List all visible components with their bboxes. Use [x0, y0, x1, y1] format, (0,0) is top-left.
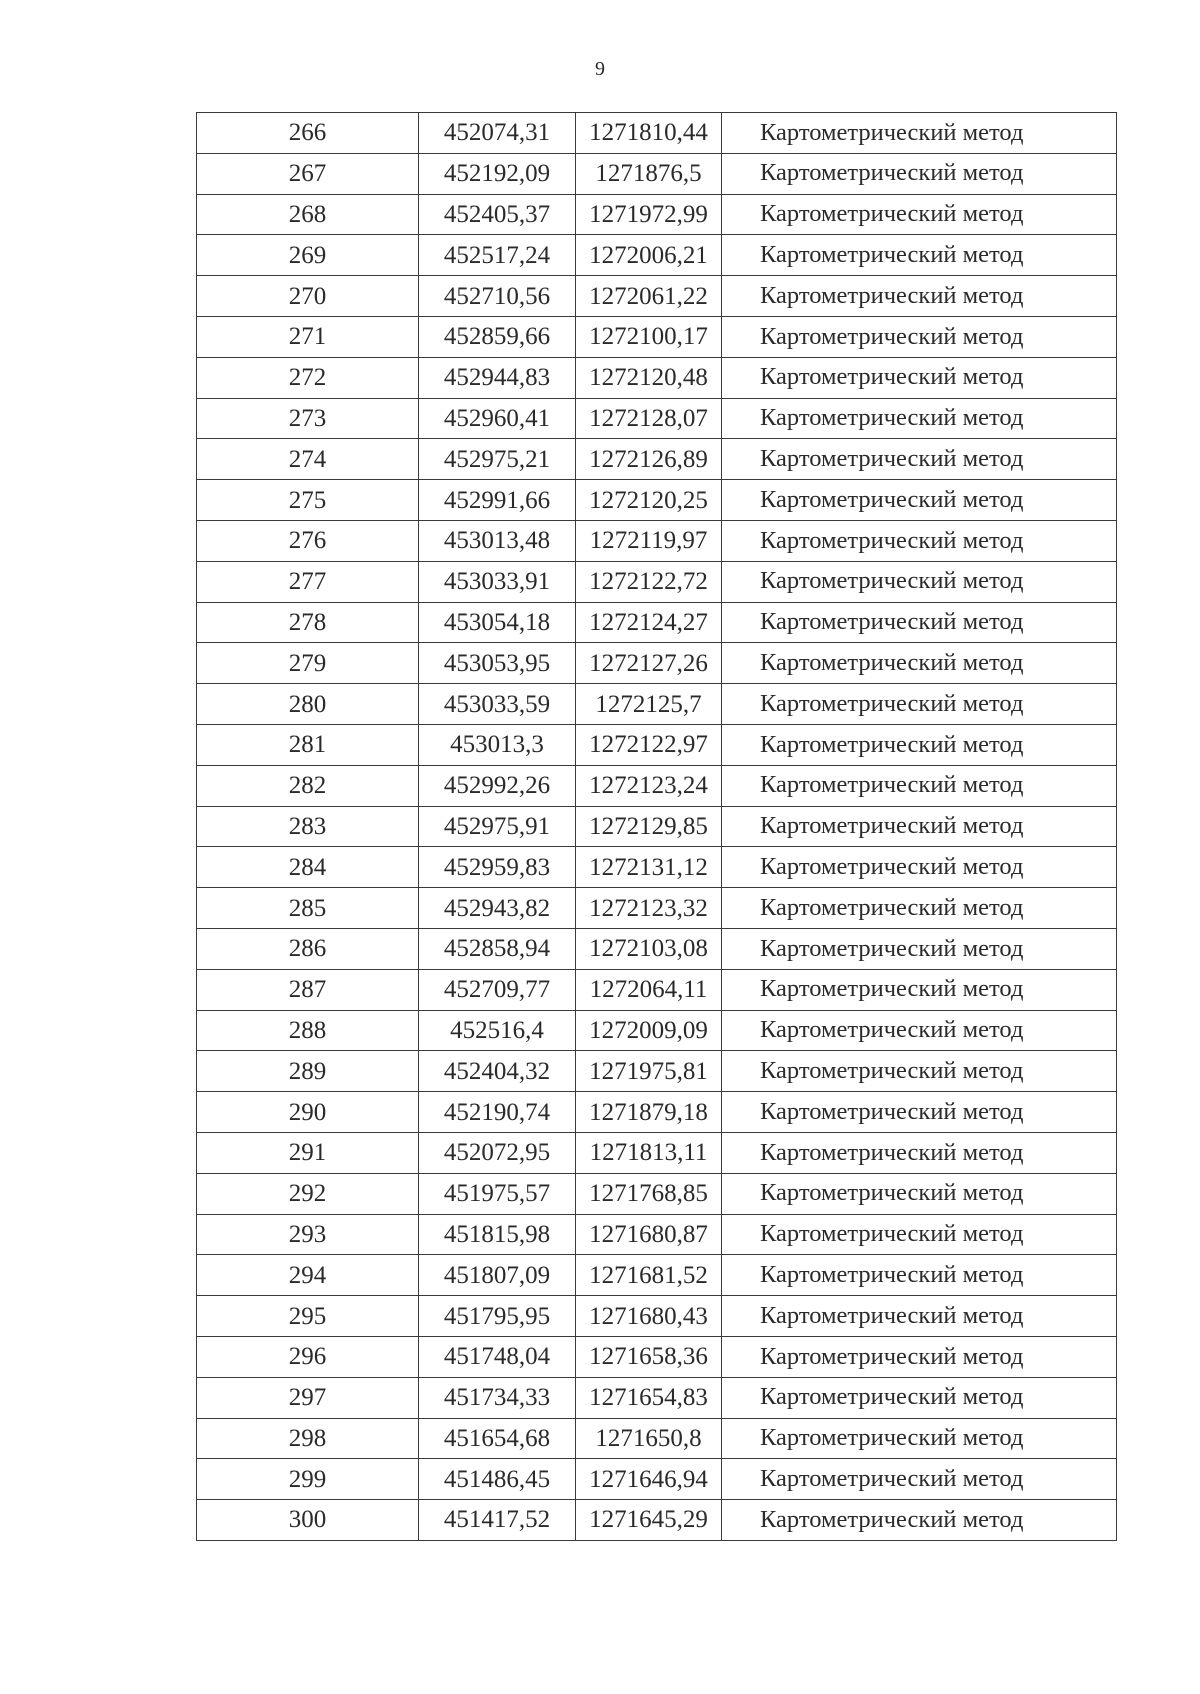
method-cell: Картометрический метод: [722, 153, 1117, 194]
x-coordinate-cell: 451795,95: [419, 1296, 576, 1337]
point-number-cell: 293: [197, 1214, 419, 1255]
y-coordinate-cell: 1272120,25: [576, 480, 722, 521]
method-cell: Картометрический метод: [722, 1214, 1117, 1255]
x-coordinate-cell: 452710,56: [419, 276, 576, 317]
y-coordinate-cell: 1272127,26: [576, 643, 722, 684]
point-number-cell: 284: [197, 847, 419, 888]
x-coordinate-cell: 453053,95: [419, 643, 576, 684]
point-number-cell: 296: [197, 1336, 419, 1377]
method-cell: Картометрический метод: [722, 357, 1117, 398]
table-row: [197, 928, 1117, 969]
point-number-cell: 290: [197, 1092, 419, 1133]
y-coordinate-cell: 1272123,32: [576, 888, 722, 929]
method-cell: Картометрический метод: [722, 1132, 1117, 1173]
x-coordinate-cell: 452516,4: [419, 1010, 576, 1051]
point-number-cell: 270: [197, 276, 419, 317]
point-number-cell: 279: [197, 643, 419, 684]
y-coordinate-cell: 1272126,89: [576, 439, 722, 480]
method-cell: Картометрический метод: [722, 1173, 1117, 1214]
x-coordinate-cell: 452975,21: [419, 439, 576, 480]
y-coordinate-cell: 1272061,22: [576, 276, 722, 317]
x-coordinate-cell: 452944,83: [419, 357, 576, 398]
y-coordinate-cell: 1272128,07: [576, 398, 722, 439]
method-cell: Картометрический метод: [722, 113, 1117, 154]
method-cell: Картометрический метод: [722, 1377, 1117, 1418]
point-number-cell: 283: [197, 806, 419, 847]
x-coordinate-cell: 453054,18: [419, 602, 576, 643]
point-number-cell: 298: [197, 1418, 419, 1459]
y-coordinate-cell: 1272124,27: [576, 602, 722, 643]
y-coordinate-cell: 1272119,97: [576, 520, 722, 561]
method-cell: Картометрический метод: [722, 1092, 1117, 1133]
table-row: [197, 235, 1117, 276]
x-coordinate-cell: 451815,98: [419, 1214, 576, 1255]
x-coordinate-cell: 452992,26: [419, 765, 576, 806]
x-coordinate-cell: 452991,66: [419, 480, 576, 521]
table-row: [197, 194, 1117, 235]
point-number-cell: 282: [197, 765, 419, 806]
method-cell: Картометрический метод: [722, 561, 1117, 602]
table-row: [197, 1010, 1117, 1051]
table-row: [197, 888, 1117, 929]
method-cell: Картометрический метод: [722, 194, 1117, 235]
method-cell: Картометрический метод: [722, 1255, 1117, 1296]
table-row: [197, 357, 1117, 398]
method-cell: Картометрический метод: [722, 1500, 1117, 1541]
coordinates-table: [196, 112, 1117, 1541]
table-row: [197, 684, 1117, 725]
y-coordinate-cell: 1271972,99: [576, 194, 722, 235]
point-number-cell: 268: [197, 194, 419, 235]
method-cell: Картометрический метод: [722, 928, 1117, 969]
y-coordinate-cell: 1271681,52: [576, 1255, 722, 1296]
table-row: [197, 1173, 1117, 1214]
method-cell: Картометрический метод: [722, 643, 1117, 684]
point-number-cell: 277: [197, 561, 419, 602]
table-row: [197, 1459, 1117, 1500]
point-number-cell: 280: [197, 684, 419, 725]
table-row: [197, 806, 1117, 847]
table-row: [197, 847, 1117, 888]
x-coordinate-cell: 451748,04: [419, 1336, 576, 1377]
x-coordinate-cell: 452517,24: [419, 235, 576, 276]
y-coordinate-cell: 1271658,36: [576, 1336, 722, 1377]
point-number-cell: 267: [197, 153, 419, 194]
method-cell: Картометрический метод: [722, 806, 1117, 847]
method-cell: Картометрический метод: [722, 480, 1117, 521]
x-coordinate-cell: 453013,48: [419, 520, 576, 561]
point-number-cell: 288: [197, 1010, 419, 1051]
x-coordinate-cell: 451654,68: [419, 1418, 576, 1459]
x-coordinate-cell: 452190,74: [419, 1092, 576, 1133]
x-coordinate-cell: 453013,3: [419, 724, 576, 765]
y-coordinate-cell: 1271975,81: [576, 1051, 722, 1092]
x-coordinate-cell: 452192,09: [419, 153, 576, 194]
point-number-cell: 276: [197, 520, 419, 561]
table-row: [197, 1418, 1117, 1459]
x-coordinate-cell: 452072,95: [419, 1132, 576, 1173]
table-row: [197, 1296, 1117, 1337]
y-coordinate-cell: 1271654,83: [576, 1377, 722, 1418]
method-cell: Картометрический метод: [722, 969, 1117, 1010]
table-row: [197, 153, 1117, 194]
method-cell: Картометрический метод: [722, 520, 1117, 561]
x-coordinate-cell: 452975,91: [419, 806, 576, 847]
x-coordinate-cell: 452404,32: [419, 1051, 576, 1092]
coordinates-table-body: [197, 113, 1117, 1541]
method-cell: Картометрический метод: [722, 1459, 1117, 1500]
y-coordinate-cell: 1271768,85: [576, 1173, 722, 1214]
method-cell: Картометрический метод: [722, 602, 1117, 643]
x-coordinate-cell: 451807,09: [419, 1255, 576, 1296]
y-coordinate-cell: 1272009,09: [576, 1010, 722, 1051]
y-coordinate-cell: 1272123,24: [576, 765, 722, 806]
y-coordinate-cell: 1272122,72: [576, 561, 722, 602]
point-number-cell: 286: [197, 928, 419, 969]
x-coordinate-cell: 452858,94: [419, 928, 576, 969]
table-row: [197, 1051, 1117, 1092]
x-coordinate-cell: 451734,33: [419, 1377, 576, 1418]
point-number-cell: 266: [197, 113, 419, 154]
x-coordinate-cell: 452959,83: [419, 847, 576, 888]
point-number-cell: 289: [197, 1051, 419, 1092]
x-coordinate-cell: 451486,45: [419, 1459, 576, 1500]
y-coordinate-cell: 1272103,08: [576, 928, 722, 969]
table-row: [197, 439, 1117, 480]
table-row: [197, 561, 1117, 602]
y-coordinate-cell: 1271879,18: [576, 1092, 722, 1133]
point-number-cell: 299: [197, 1459, 419, 1500]
method-cell: Картометрический метод: [722, 439, 1117, 480]
table-row: [197, 1255, 1117, 1296]
method-cell: Картометрический метод: [722, 1296, 1117, 1337]
table-row: [197, 1377, 1117, 1418]
table-row: [197, 276, 1117, 317]
table-row: [197, 480, 1117, 521]
point-number-cell: 269: [197, 235, 419, 276]
table-row: [197, 1214, 1117, 1255]
x-coordinate-cell: 451975,57: [419, 1173, 576, 1214]
y-coordinate-cell: 1272129,85: [576, 806, 722, 847]
point-number-cell: 297: [197, 1377, 419, 1418]
point-number-cell: 275: [197, 480, 419, 521]
table-row: [197, 724, 1117, 765]
y-coordinate-cell: 1272131,12: [576, 847, 722, 888]
table-row: [197, 1132, 1117, 1173]
page-number: 9: [595, 58, 605, 80]
x-coordinate-cell: 452943,82: [419, 888, 576, 929]
point-number-cell: 287: [197, 969, 419, 1010]
method-cell: Картометрический метод: [722, 847, 1117, 888]
table-row: [197, 643, 1117, 684]
method-cell: Картометрический метод: [722, 1010, 1117, 1051]
x-coordinate-cell: 452859,66: [419, 316, 576, 357]
table-row: [197, 1092, 1117, 1133]
x-coordinate-cell: 452405,37: [419, 194, 576, 235]
table-row: [197, 520, 1117, 561]
point-number-cell: 273: [197, 398, 419, 439]
y-coordinate-cell: 1272125,7: [576, 684, 722, 725]
x-coordinate-cell: 453033,59: [419, 684, 576, 725]
y-coordinate-cell: 1272100,17: [576, 316, 722, 357]
method-cell: Картометрический метод: [722, 1418, 1117, 1459]
point-number-cell: 271: [197, 316, 419, 357]
point-number-cell: 281: [197, 724, 419, 765]
method-cell: Картометрический метод: [722, 1336, 1117, 1377]
table-row: [197, 765, 1117, 806]
point-number-cell: 274: [197, 439, 419, 480]
point-number-cell: 294: [197, 1255, 419, 1296]
method-cell: Картометрический метод: [722, 235, 1117, 276]
y-coordinate-cell: 1272120,48: [576, 357, 722, 398]
table-row: [197, 1500, 1117, 1541]
table-row: [197, 398, 1117, 439]
point-number-cell: 272: [197, 357, 419, 398]
y-coordinate-cell: 1271810,44: [576, 113, 722, 154]
x-coordinate-cell: 452074,31: [419, 113, 576, 154]
y-coordinate-cell: 1272122,97: [576, 724, 722, 765]
x-coordinate-cell: 453033,91: [419, 561, 576, 602]
table-row: [197, 602, 1117, 643]
y-coordinate-cell: 1271876,5: [576, 153, 722, 194]
method-cell: Картометрический метод: [722, 888, 1117, 929]
method-cell: Картометрический метод: [722, 1051, 1117, 1092]
method-cell: Картометрический метод: [722, 724, 1117, 765]
method-cell: Картометрический метод: [722, 398, 1117, 439]
point-number-cell: 292: [197, 1173, 419, 1214]
y-coordinate-cell: 1271680,43: [576, 1296, 722, 1337]
y-coordinate-cell: 1271645,29: [576, 1500, 722, 1541]
method-cell: Картометрический метод: [722, 684, 1117, 725]
point-number-cell: 278: [197, 602, 419, 643]
table-row: [197, 316, 1117, 357]
x-coordinate-cell: 452709,77: [419, 969, 576, 1010]
table-row: [197, 113, 1117, 154]
x-coordinate-cell: 452960,41: [419, 398, 576, 439]
method-cell: Картометрический метод: [722, 316, 1117, 357]
y-coordinate-cell: 1272006,21: [576, 235, 722, 276]
x-coordinate-cell: 451417,52: [419, 1500, 576, 1541]
y-coordinate-cell: 1271650,8: [576, 1418, 722, 1459]
y-coordinate-cell: 1272064,11: [576, 969, 722, 1010]
y-coordinate-cell: 1271680,87: [576, 1214, 722, 1255]
y-coordinate-cell: 1271813,11: [576, 1132, 722, 1173]
table-row: [197, 969, 1117, 1010]
method-cell: Картометрический метод: [722, 765, 1117, 806]
point-number-cell: 300: [197, 1500, 419, 1541]
y-coordinate-cell: 1271646,94: [576, 1459, 722, 1500]
table-row: [197, 1336, 1117, 1377]
point-number-cell: 295: [197, 1296, 419, 1337]
point-number-cell: 285: [197, 888, 419, 929]
point-number-cell: 291: [197, 1132, 419, 1173]
method-cell: Картометрический метод: [722, 276, 1117, 317]
